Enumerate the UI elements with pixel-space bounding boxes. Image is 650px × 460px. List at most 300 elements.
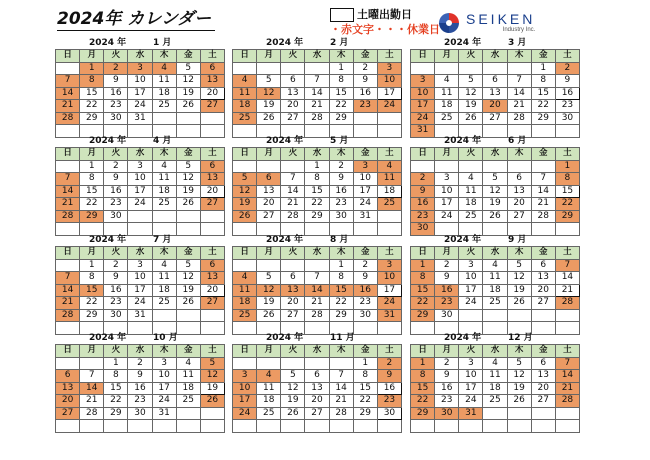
day-cell: 18 — [483, 382, 507, 395]
day-cell: 6 — [56, 370, 80, 383]
day-cell: 28 — [56, 112, 80, 125]
weekday-header: 土 — [377, 345, 401, 358]
weekday-header: 月 — [257, 148, 281, 161]
day-cell: 8 — [329, 75, 353, 88]
day-cell: 18 — [435, 100, 459, 113]
empty-cell — [104, 223, 128, 236]
day-cell: 30 — [353, 309, 377, 322]
day-cell: 28 — [305, 112, 329, 125]
day-cell: 13 — [531, 370, 555, 383]
day-cell: 30 — [104, 210, 128, 223]
day-cell: 4 — [257, 370, 281, 383]
month-calendar — [232, 136, 402, 236]
weekday-header: 火 — [281, 148, 305, 161]
day-cell: 14 — [555, 272, 579, 285]
weekday-header: 土 — [555, 50, 579, 63]
empty-cell — [200, 223, 224, 236]
day-cell: 19 — [483, 198, 507, 211]
weekday-header: 水 — [483, 247, 507, 260]
day-cell: 28 — [507, 112, 531, 125]
empty-cell — [353, 420, 377, 433]
month-calendar — [55, 235, 225, 335]
day-cell: 23 — [411, 210, 435, 223]
weekday-header: 水 — [128, 148, 152, 161]
empty-cell — [483, 223, 507, 236]
day-cell: 6 — [200, 259, 224, 272]
day-cell: 9 — [435, 272, 459, 285]
month-year: 2024 年 — [444, 235, 482, 245]
day-cell: 15 — [411, 284, 435, 297]
day-cell: 7 — [329, 370, 353, 383]
empty-cell — [281, 259, 305, 272]
day-cell: 18 — [257, 395, 281, 408]
weekday-header: 木 — [329, 345, 353, 358]
day-cell: 14 — [305, 87, 329, 100]
day-cell: 23 — [329, 198, 353, 211]
empty-cell — [411, 160, 435, 173]
day-cell: 8 — [411, 272, 435, 285]
day-cell: 16 — [104, 185, 128, 198]
day-cell: 23 — [128, 395, 152, 408]
month-year: 2024 年 — [444, 38, 482, 48]
day-cell: 10 — [377, 75, 401, 88]
weekday-header: 日 — [411, 148, 435, 161]
empty-cell — [104, 420, 128, 433]
day-cell: 2 — [104, 160, 128, 173]
day-cell: 29 — [353, 407, 377, 420]
day-cell: 5 — [507, 259, 531, 272]
empty-cell — [257, 160, 281, 173]
empty-cell — [233, 259, 257, 272]
day-cell: 22 — [104, 395, 128, 408]
empty-cell — [257, 420, 281, 433]
empty-cell — [233, 420, 257, 433]
day-cell: 18 — [152, 87, 176, 100]
day-cell: 20 — [305, 395, 329, 408]
empty-cell — [459, 62, 483, 75]
day-cell: 24 — [377, 100, 401, 113]
empty-cell — [128, 223, 152, 236]
day-cell: 3 — [152, 357, 176, 370]
day-cell: 28 — [80, 407, 104, 420]
weekday-header: 火 — [281, 247, 305, 260]
day-cell: 19 — [200, 382, 224, 395]
empty-cell — [233, 223, 257, 236]
weekday-header: 水 — [128, 345, 152, 358]
day-cell: 13 — [200, 75, 224, 88]
day-cell: 11 — [233, 284, 257, 297]
day-cell: 7 — [281, 173, 305, 186]
weekday-header: 水 — [483, 345, 507, 358]
day-cell: 24 — [411, 112, 435, 125]
empty-cell — [305, 357, 329, 370]
day-cell: 22 — [531, 100, 555, 113]
day-cell: 22 — [411, 395, 435, 408]
empty-cell — [281, 357, 305, 370]
weekday-header: 水 — [128, 247, 152, 260]
day-cell: 1 — [555, 160, 579, 173]
month-year: 2024 年 — [266, 38, 304, 48]
day-cell: 13 — [200, 272, 224, 285]
day-cell: 26 — [200, 395, 224, 408]
month-year: 2024 年 — [89, 333, 127, 343]
empty-cell — [80, 420, 104, 433]
day-cell: 3 — [128, 259, 152, 272]
weekday-header: 火 — [104, 247, 128, 260]
empty-cell — [80, 223, 104, 236]
day-cell: 25 — [152, 297, 176, 310]
day-cell: 4 — [152, 160, 176, 173]
weekday-header: 金 — [176, 50, 200, 63]
weekday-header: 月 — [80, 345, 104, 358]
weekday-header: 土 — [200, 345, 224, 358]
empty-cell — [353, 223, 377, 236]
day-cell: 10 — [435, 185, 459, 198]
empty-cell — [176, 309, 200, 322]
weekday-header: 木 — [507, 50, 531, 63]
day-cell: 8 — [411, 370, 435, 383]
empty-cell — [329, 223, 353, 236]
month-name: 2 月 — [330, 38, 349, 48]
empty-cell — [200, 420, 224, 433]
day-cell: 15 — [80, 185, 104, 198]
day-cell: 29 — [80, 309, 104, 322]
day-cell: 3 — [128, 160, 152, 173]
empty-cell — [531, 420, 555, 433]
empty-cell — [305, 223, 329, 236]
day-cell: 24 — [435, 210, 459, 223]
empty-cell — [459, 160, 483, 173]
day-cell: 17 — [435, 198, 459, 211]
weekday-header: 火 — [459, 50, 483, 63]
day-cell: 23 — [104, 100, 128, 113]
empty-cell — [377, 223, 401, 236]
day-cell: 8 — [329, 272, 353, 285]
day-cell: 6 — [483, 75, 507, 88]
day-cell: 9 — [104, 173, 128, 186]
empty-cell — [56, 420, 80, 433]
weekday-header: 金 — [531, 247, 555, 260]
day-cell: 1 — [353, 357, 377, 370]
weekday-header: 水 — [305, 345, 329, 358]
empty-cell — [411, 62, 435, 75]
day-cell: 27 — [56, 407, 80, 420]
day-cell: 5 — [176, 160, 200, 173]
empty-cell — [507, 62, 531, 75]
empty-cell — [281, 223, 305, 236]
day-cell: 8 — [555, 173, 579, 186]
day-cell: 11 — [377, 173, 401, 186]
day-cell: 7 — [507, 75, 531, 88]
empty-cell — [507, 309, 531, 322]
empty-cell — [555, 420, 579, 433]
day-cell: 23 — [104, 297, 128, 310]
day-cell: 31 — [377, 309, 401, 322]
day-cell: 24 — [353, 198, 377, 211]
day-cell: 7 — [305, 272, 329, 285]
day-cell: 27 — [305, 407, 329, 420]
day-cell: 14 — [56, 87, 80, 100]
day-cell: 18 — [152, 284, 176, 297]
day-cell: 22 — [80, 297, 104, 310]
empty-cell — [305, 259, 329, 272]
day-cell: 31 — [353, 210, 377, 223]
weekday-header: 月 — [257, 247, 281, 260]
day-cell: 11 — [257, 382, 281, 395]
empty-cell — [435, 62, 459, 75]
empty-cell — [507, 223, 531, 236]
day-cell: 4 — [152, 259, 176, 272]
day-cell: 25 — [176, 395, 200, 408]
day-cell: 25 — [233, 309, 257, 322]
month-calendar — [410, 235, 580, 335]
day-cell: 2 — [104, 259, 128, 272]
day-cell: 13 — [483, 87, 507, 100]
day-cell: 9 — [555, 75, 579, 88]
day-cell: 12 — [176, 272, 200, 285]
day-cell: 19 — [233, 198, 257, 211]
day-cell: 27 — [531, 297, 555, 310]
day-cell: 13 — [305, 382, 329, 395]
empty-cell — [305, 62, 329, 75]
empty-cell — [459, 223, 483, 236]
day-cell: 24 — [128, 297, 152, 310]
weekday-header: 金 — [353, 50, 377, 63]
day-cell: 2 — [329, 160, 353, 173]
day-cell: 25 — [152, 198, 176, 211]
day-cell: 13 — [531, 272, 555, 285]
day-cell: 19 — [257, 100, 281, 113]
empty-cell — [483, 309, 507, 322]
day-cell: 12 — [281, 382, 305, 395]
month-year: 2024 年 — [89, 235, 127, 245]
day-cell: 8 — [80, 173, 104, 186]
day-cell: 17 — [128, 284, 152, 297]
empty-cell — [507, 160, 531, 173]
weekday-header: 月 — [80, 247, 104, 260]
day-cell: 14 — [56, 185, 80, 198]
day-cell: 16 — [353, 284, 377, 297]
day-cell: 27 — [200, 100, 224, 113]
day-cell: 27 — [257, 210, 281, 223]
day-cell: 22 — [305, 198, 329, 211]
day-cell: 24 — [152, 395, 176, 408]
day-cell: 26 — [176, 100, 200, 113]
weekday-header: 木 — [152, 50, 176, 63]
day-cell: 23 — [555, 100, 579, 113]
day-cell: 19 — [176, 185, 200, 198]
day-cell: 7 — [56, 173, 80, 186]
day-cell: 15 — [329, 87, 353, 100]
day-cell: 4 — [377, 160, 401, 173]
empty-cell — [305, 420, 329, 433]
day-cell: 10 — [128, 173, 152, 186]
empty-cell — [200, 210, 224, 223]
empty-cell — [176, 210, 200, 223]
day-cell: 18 — [233, 100, 257, 113]
day-cell: 31 — [128, 112, 152, 125]
day-cell: 23 — [435, 395, 459, 408]
day-cell: 22 — [353, 395, 377, 408]
day-cell: 7 — [555, 357, 579, 370]
legend — [330, 8, 440, 37]
weekday-header: 木 — [152, 345, 176, 358]
day-cell: 10 — [128, 75, 152, 88]
weekday-header: 日 — [233, 50, 257, 63]
day-cell: 12 — [459, 87, 483, 100]
month-year: 2024 年 — [266, 136, 304, 146]
day-cell: 6 — [305, 370, 329, 383]
day-cell: 6 — [281, 272, 305, 285]
weekday-header: 水 — [483, 50, 507, 63]
day-cell: 17 — [353, 185, 377, 198]
day-cell: 6 — [200, 62, 224, 75]
month-calendar — [232, 38, 402, 138]
day-cell: 28 — [555, 297, 579, 310]
empty-cell — [233, 357, 257, 370]
day-cell: 20 — [281, 297, 305, 310]
month-year: 2024 年 — [266, 235, 304, 245]
weekday-header: 土 — [200, 50, 224, 63]
month-calendar — [55, 136, 225, 236]
day-cell: 22 — [329, 297, 353, 310]
day-cell: 4 — [152, 62, 176, 75]
day-cell: 3 — [353, 160, 377, 173]
weekday-header: 火 — [281, 345, 305, 358]
weekday-header: 土 — [555, 247, 579, 260]
day-cell: 13 — [56, 382, 80, 395]
day-cell: 3 — [411, 75, 435, 88]
weekday-header: 日 — [411, 345, 435, 358]
empty-cell — [56, 259, 80, 272]
day-cell: 16 — [104, 284, 128, 297]
weekday-header: 金 — [531, 148, 555, 161]
day-cell: 8 — [104, 370, 128, 383]
day-cell: 30 — [555, 112, 579, 125]
day-cell: 24 — [128, 100, 152, 113]
day-cell: 1 — [411, 357, 435, 370]
empty-cell — [281, 62, 305, 75]
month-name: 9 月 — [508, 235, 527, 245]
day-cell: 20 — [200, 284, 224, 297]
day-cell: 20 — [483, 100, 507, 113]
empty-cell — [80, 357, 104, 370]
empty-cell — [176, 407, 200, 420]
day-cell: 25 — [483, 297, 507, 310]
day-cell: 30 — [329, 210, 353, 223]
weekday-header: 日 — [411, 50, 435, 63]
day-cell: 29 — [305, 210, 329, 223]
day-cell: 8 — [80, 272, 104, 285]
day-cell: 21 — [555, 382, 579, 395]
month-name: 11 月 — [330, 333, 355, 343]
day-cell: 28 — [305, 309, 329, 322]
weekday-header: 月 — [257, 50, 281, 63]
month-name: 6 月 — [508, 136, 527, 146]
month-calendar — [232, 333, 402, 433]
day-cell: 26 — [483, 210, 507, 223]
day-cell: 2 — [411, 173, 435, 186]
day-cell: 16 — [353, 87, 377, 100]
day-cell: 28 — [56, 309, 80, 322]
empty-cell — [128, 210, 152, 223]
day-cell: 8 — [80, 75, 104, 88]
day-cell: 6 — [531, 357, 555, 370]
day-cell: 11 — [152, 173, 176, 186]
day-cell: 5 — [459, 75, 483, 88]
month-year: 2024 年 — [266, 333, 304, 343]
day-cell: 11 — [233, 87, 257, 100]
weekday-header: 水 — [305, 247, 329, 260]
day-cell: 14 — [329, 382, 353, 395]
day-cell: 27 — [200, 198, 224, 211]
empty-cell — [152, 210, 176, 223]
day-cell: 13 — [257, 185, 281, 198]
day-cell: 21 — [305, 100, 329, 113]
month-year: 2024 年 — [444, 136, 482, 146]
day-cell: 12 — [507, 272, 531, 285]
day-cell: 9 — [377, 370, 401, 383]
empty-cell — [257, 259, 281, 272]
day-cell: 20 — [507, 198, 531, 211]
day-cell: 27 — [531, 395, 555, 408]
day-cell: 3 — [435, 173, 459, 186]
day-cell: 4 — [459, 173, 483, 186]
empty-cell — [435, 223, 459, 236]
day-cell: 16 — [128, 382, 152, 395]
weekday-header: 木 — [507, 247, 531, 260]
empty-cell — [56, 62, 80, 75]
day-cell: 15 — [104, 382, 128, 395]
day-cell: 14 — [305, 284, 329, 297]
day-cell: 5 — [176, 62, 200, 75]
day-cell: 30 — [377, 407, 401, 420]
day-cell: 26 — [176, 198, 200, 211]
day-cell: 1 — [411, 259, 435, 272]
day-cell: 16 — [104, 87, 128, 100]
legend-saturday-work: 土曜出勤日 — [357, 8, 412, 21]
weekday-header: 金 — [531, 50, 555, 63]
day-cell: 2 — [435, 357, 459, 370]
day-cell: 16 — [555, 87, 579, 100]
empty-cell — [176, 223, 200, 236]
day-cell: 12 — [176, 173, 200, 186]
empty-cell — [483, 407, 507, 420]
day-cell: 9 — [353, 75, 377, 88]
day-cell: 24 — [233, 407, 257, 420]
day-cell: 17 — [152, 382, 176, 395]
day-cell: 11 — [152, 272, 176, 285]
day-cell: 28 — [531, 210, 555, 223]
day-cell: 21 — [507, 100, 531, 113]
day-cell: 4 — [483, 357, 507, 370]
day-cell: 10 — [128, 272, 152, 285]
weekday-header: 土 — [200, 148, 224, 161]
day-cell: 18 — [233, 297, 257, 310]
month-name: 10 月 — [153, 333, 178, 343]
day-cell: 20 — [257, 198, 281, 211]
month-calendar — [232, 235, 402, 335]
weekday-header: 水 — [305, 148, 329, 161]
empty-cell — [152, 112, 176, 125]
day-cell: 20 — [56, 395, 80, 408]
day-cell: 26 — [281, 407, 305, 420]
day-cell: 4 — [435, 75, 459, 88]
day-cell: 3 — [459, 357, 483, 370]
day-cell: 14 — [281, 185, 305, 198]
day-cell: 27 — [483, 112, 507, 125]
day-cell: 24 — [459, 395, 483, 408]
